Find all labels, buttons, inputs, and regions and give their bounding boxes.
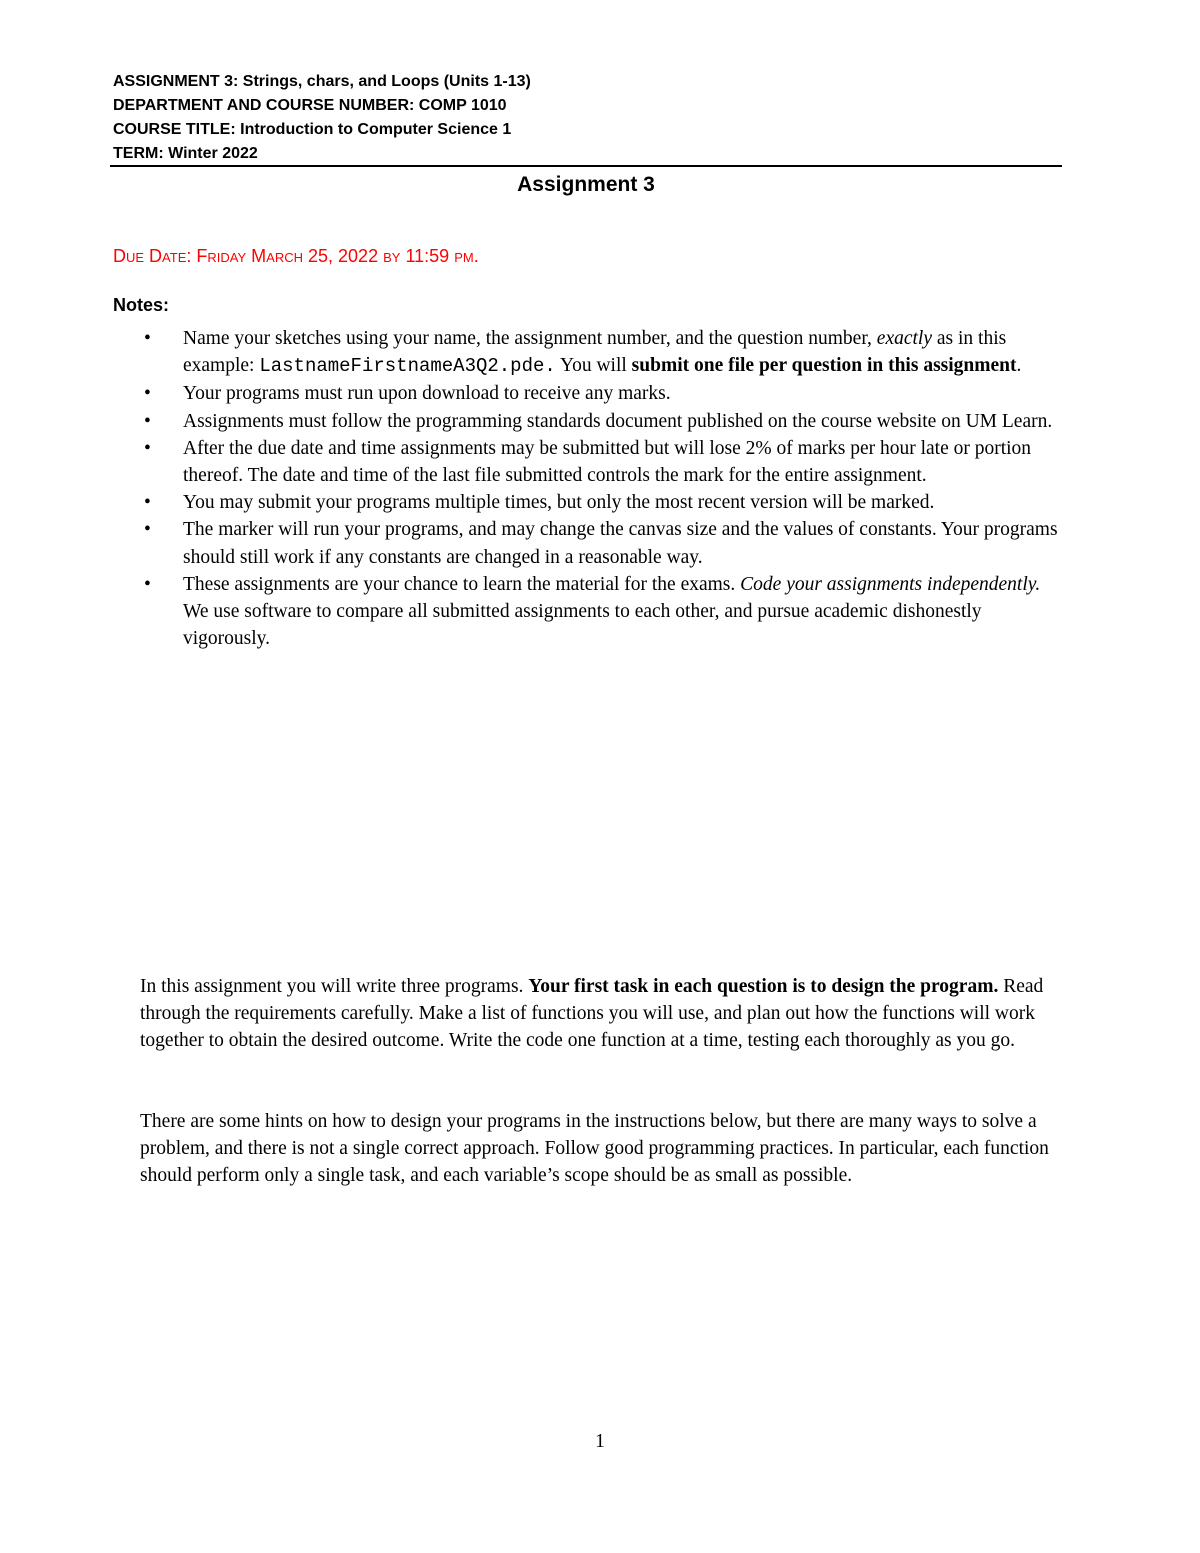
header-term-line [113,142,1063,166]
list-item [113,435,1068,489]
note-text: We use software to compare all submitted assignments to each other, and pursue academic dishonestly vigorously. [183,601,982,650]
note-emphasis: Code your assignments independently. [740,573,1041,595]
header-assignment-label: ASSIGNMENT 3: [113,73,239,90]
paragraph-text: Read through the requirements carefully. Make a list of functions you will use, and plan out how the functions will work together to obtain the desired outcome. Write the code one function at a time, testing each thoroughly as you go. [140,976,1044,1052]
note-text: After the due date and time assignments may be submitted but will lose 2% of marks per hour late or portion thereof. The date and time of the last file submitted controls the mark for the entire assignment. [183,437,1032,487]
list-item [113,571,1068,653]
note-text: Your programs must run upon download to receive any marks. [183,383,671,405]
due-date [113,242,479,270]
page-number: 1 [595,1431,605,1452]
due-date-pm: pm. [454,246,479,266]
header-course-line [113,118,1063,142]
bullet-icon: • [144,328,151,349]
due-date-time: 11:59 [405,246,450,266]
hints-paragraph: There are some hints on how to design your programs in the instructions below, but there are many ways to solve a problem, and there is not a single correct approach. Follow good programming practices. In particular, each function should perform only a single task, and each variable’s scope should be as small as possible. [140,1111,1049,1187]
list-item [113,489,1068,516]
header-divider [110,165,1062,167]
page-title: Assignment 3 [517,173,655,196]
header-department-label: DEPARTMENT AND COURSE NUMBER: [113,97,415,114]
due-date-label: Due Date: [113,246,192,266]
note-text: as in this example: [183,328,1007,377]
header-assignment-line [113,70,1063,94]
list-item [113,516,1068,570]
note-text: Name your sketches using your name, the assignment number, and the question number, [183,328,872,349]
list-item [113,325,1068,380]
header-department-line [113,94,1063,118]
note-text: . [1016,355,1022,377]
paragraph-bold: Your first task in each question is to design the program. [528,976,999,997]
bullet-icon: • [144,573,151,595]
notes-heading: Notes: [113,295,170,315]
header-assignment-value: Strings, chars, and Loops (Units 1-13) [242,73,531,90]
note-text: Assignments must follow the programming standards document published on the course website on UM Learn. [183,410,1053,432]
note-bold: submit one file per question in this assignment [631,355,1017,377]
due-date-day: Friday March [196,246,303,266]
due-date-by: by [383,246,401,266]
bullet-icon: • [144,492,151,514]
list-item [113,380,1068,407]
intro-paragraph [140,973,1065,1055]
bullet-icon: • [144,383,151,405]
due-date-date: 25, 2022 [308,246,379,266]
list-item [113,408,1068,435]
header-term-value: Winter 2022 [168,145,258,162]
paragraph-text: In this assignment you will write three programs. [140,976,524,997]
example-filename: LastnameFirstnameA3Q2.pde. [259,355,556,378]
note-text: The marker will run your programs, and may change the canvas size and the values of constants. Your programs should still work if any constants are changed in a reasonable way. [183,519,1058,568]
header-department-value: COMP 1010 [418,97,507,114]
bullet-icon: • [144,437,151,459]
header-course-label: COURSE TITLE: [113,121,236,138]
notes-list [113,325,1068,652]
note-emphasis: exactly [876,328,933,349]
bullet-icon: • [144,519,151,541]
header-course-value: Introduction to Computer Science 1 [240,121,512,138]
header-term-label: TERM: [113,145,164,162]
note-text: You may submit your programs multiple times, but only the most recent version will be marked. [183,492,935,514]
note-text: These assignments are your chance to learn the material for the exams. [183,573,736,595]
bullet-icon: • [144,410,151,432]
document-header [113,70,1063,166]
note-text: You will [559,355,627,377]
